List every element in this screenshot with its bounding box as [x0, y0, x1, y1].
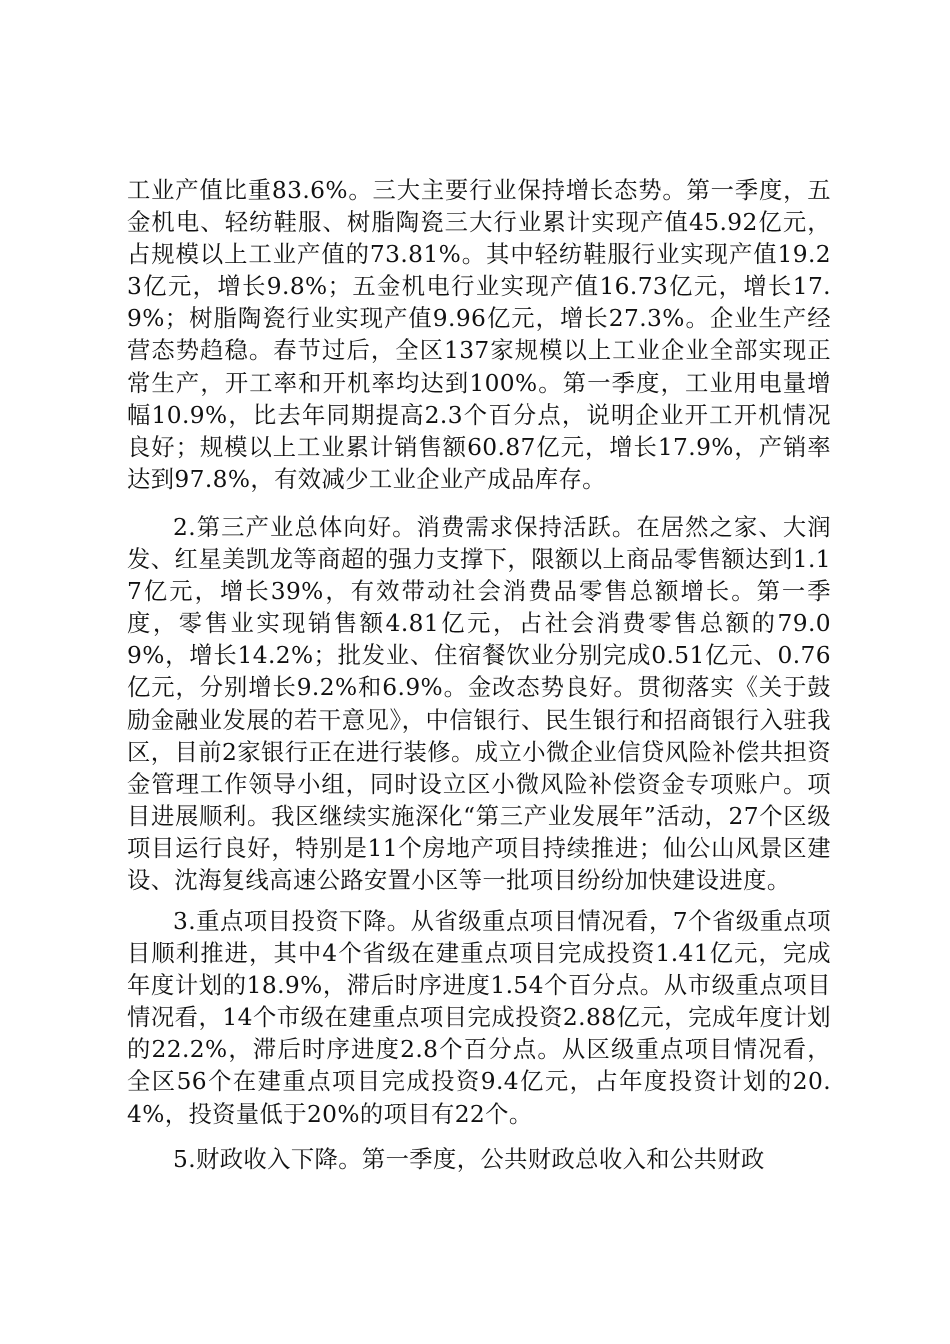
paragraph-fiscal-revenue: 5.财政收入下降。第一季度，公共财政总收入和公共财政 [173, 1146, 765, 1173]
paragraph-industry-output: 工业产值比重83.6%。三大主要行业保持增长态势。第一季度，五金机电、轻纺鞋服、树脂陶瓷三大行业累计实现产值45.92亿元，占规模以上工业产值的73.81%。其中轻纺鞋服行业实现产值19.23亿元，增长9.8%；五金机电行业实现产值16.73亿元，增长17.9%；树脂陶瓷行业实现产值9.96亿元，增长27.3%。企业生产经营态势趋稳。春节过后，全区137家规模以上工业企业全部实现正常生产，开工率和开机率均达到100%。第一季度，工业用电量增幅10.9%，比去年同期提高2.3个百分点，说明企业开工开机情况良好；规模以上工业累计销售额60.87亿元，增长17.9%，产销率达到97.8%，有效减少工业企业产成品库存。 [127, 177, 831, 493]
paragraph-tertiary-industry: 2.第三产业总体向好。消费需求保持活跃。在居然之家、大润发、红星美凯龙等商超的强力支撑下，限额以上商品零售额达到1.17亿元，增长39%，有效带动社会消费品零售总额增长。第一季度，零售业实现销售额4.81亿元，占社会消费零售总额的79.09%，增长14.2%；批发业、住宿餐饮业分别完成0.51亿元、0.76亿元，分别增长9.2%和6.9%。金改态势良好。贯彻落实《关于鼓励金融业发展的若干意见》，中信银行、民生银行和招商银行入驻我区，目前2家银行正在进行装修。成立小微企业信贷风险补偿共担资金管理工作领导小组，同时设立区小微风险补偿资金专项账户。项目进展顺利。我区继续实施深化“第三产业发展年”活动，27个区级项目运行良好，特别是11个房地产项目持续推进；仙公山风景区建设、沈海复线高速公路安置小区等一批项目纷纷加快建设进度。 [127, 514, 831, 895]
paragraph-key-project-investment: 3.重点项目投资下降。从省级重点项目情况看，7个省级重点项目顺利推进，其中4个省级在建重点项目完成投资1.41亿元，完成年度计划的18.9%，滞后时序进度1.54个百分点。从市级重点项目情况看，14个市级在建重点项目完成投资2.88亿元，完成年度计划的22.2%，滞后时序进度2.8个百分点。从区级重点项目情况看，全区56个在建重点项目完成投资9.4亿元，占年度投资计划的20.4%，投资量低于20%的项目有22个。 [127, 908, 831, 1128]
